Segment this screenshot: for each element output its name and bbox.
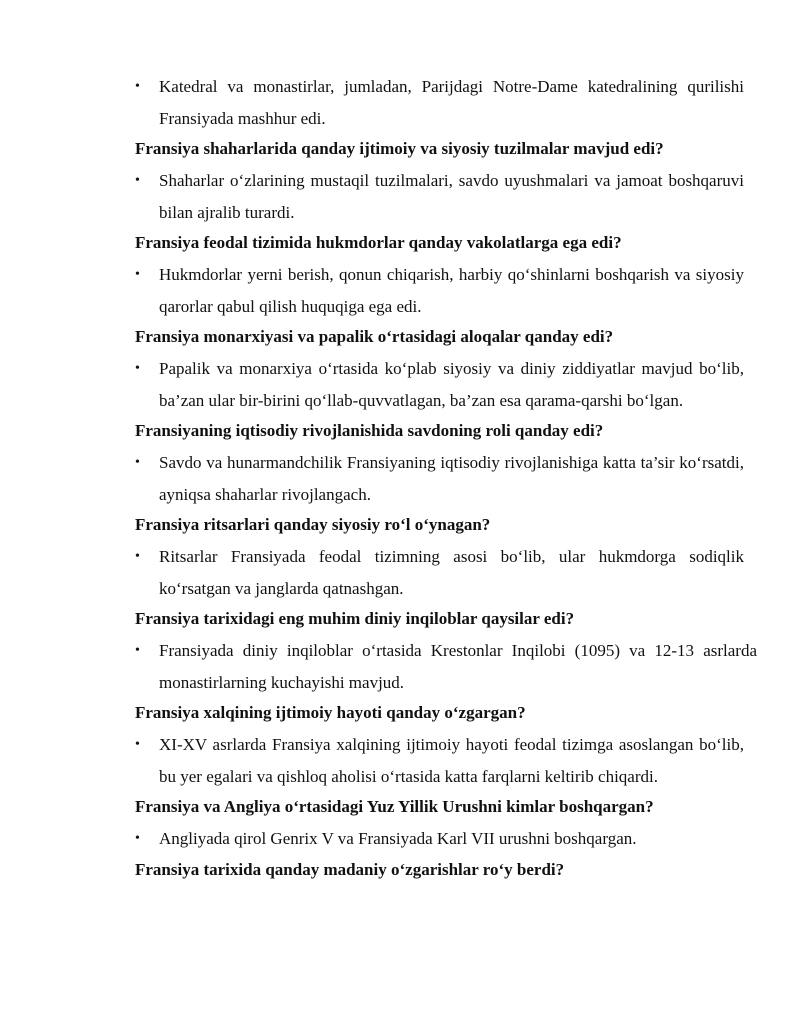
question-heading: Fransiya monarxiyasi va papalik o‘rtasidagi aloqalar qanday edi? — [135, 327, 614, 346]
question-heading: Fransiya feodal tizimida hukmdorlar qanday vakolatlarga ega edi? — [135, 233, 622, 252]
bullet-icon: • — [135, 737, 140, 752]
answer-paragraph — [135, 259, 744, 322]
answer-text: Ritsarlar Fransiyada feodal tizimning asosi bo‘lib, ular hukmdorga sodiqlik ko‘rsatgan va janglarda qatnashgan. — [159, 547, 744, 598]
answer-text: Savdo va hunarmandchilik Fransiyaning iqtisodiy rivojlanishiga katta ta’sir ko‘rsatdi, ayniqsa shaharlar rivojlangach. — [159, 453, 744, 504]
answer-text: Katedral va monastirlar, jumladan, Parijdagi Notre-Dame katedralining qurilishi Fransiyada mashhur edi. — [159, 77, 744, 128]
answer-paragraph — [135, 71, 744, 134]
answer-paragraph — [135, 635, 757, 698]
question-heading: Fransiya shaharlarida qanday ijtimoiy va siyosiy tuzilmalar mavjud edi? — [135, 139, 664, 158]
bullet-icon: • — [135, 455, 140, 470]
answer-text: Shaharlar o‘zlarining mustaqil tuzilmalari, savdo uyushmalari va jamoat boshqaruvi bilan ajralib turardi. — [159, 171, 744, 222]
answer-paragraph — [135, 823, 744, 855]
bullet-icon: • — [135, 267, 140, 282]
bullet-icon: • — [135, 361, 140, 376]
answer-paragraph — [135, 353, 744, 416]
question-heading: Fransiya ritsarlari qanday siyosiy ro‘l o‘ynagan? — [135, 515, 491, 534]
answer-paragraph — [135, 165, 744, 228]
answer-text: Angliyada qirol Genrix V va Fransiyada Karl VII urushni boshqargan. — [159, 829, 637, 848]
answer-text: Hukmdorlar yerni berish, qonun chiqarish, harbiy qo‘shinlarni boshqarish va siyosiy qarorlar qabul qilish huquqiga ega edi. — [159, 265, 744, 316]
bullet-icon: • — [135, 549, 140, 564]
bullet-icon: • — [135, 173, 140, 188]
bullet-icon: • — [135, 831, 140, 846]
question-heading: Fransiya va Angliya o‘rtasidagi Yuz Yillik Urushni kimlar boshqargan? — [135, 797, 654, 816]
bullet-icon: • — [135, 79, 140, 94]
question-heading: Fransiyaning iqtisodiy rivojlanishida savdoning roli qanday edi? — [135, 421, 604, 440]
answer-paragraph — [135, 447, 744, 510]
answer-paragraph — [135, 729, 744, 792]
answer-text: Papalik va monarxiya o‘rtasida ko‘plab siyosiy va diniy ziddiyatlar mavjud bo‘lib, ba’zan ular bir-birini qo‘llab-quvvatlagan, ba’zan esa qarama-qarshi bo‘lgan. — [159, 359, 744, 410]
question-heading: Fransiya tarixida qanday madaniy o‘zgarishlar ro‘y berdi? — [135, 859, 565, 879]
question-heading: Fransiya xalqining ijtimoiy hayoti qanday o‘zgargan? — [135, 703, 526, 722]
question-heading: Fransiya tarixidagi eng muhim diniy inqiloblar qaysilar edi? — [135, 609, 575, 628]
answer-paragraph — [135, 541, 744, 604]
answer-text: Fransiyada diniy inqiloblar o‘rtasida Krestonlar Inqilobi (1095) va 12-13 asrlarda monastirlarning kuchayishi mavjud. — [159, 641, 757, 692]
answer-text: XI-XV asrlarda Fransiya xalqining ijtimoiy hayoti feodal tizimga asoslangan bo‘lib, bu yer egalari va qishloq aholisi o‘rtasida katta farqlarni keltirib chiqardi. — [159, 735, 744, 786]
bullet-icon: • — [135, 643, 140, 658]
